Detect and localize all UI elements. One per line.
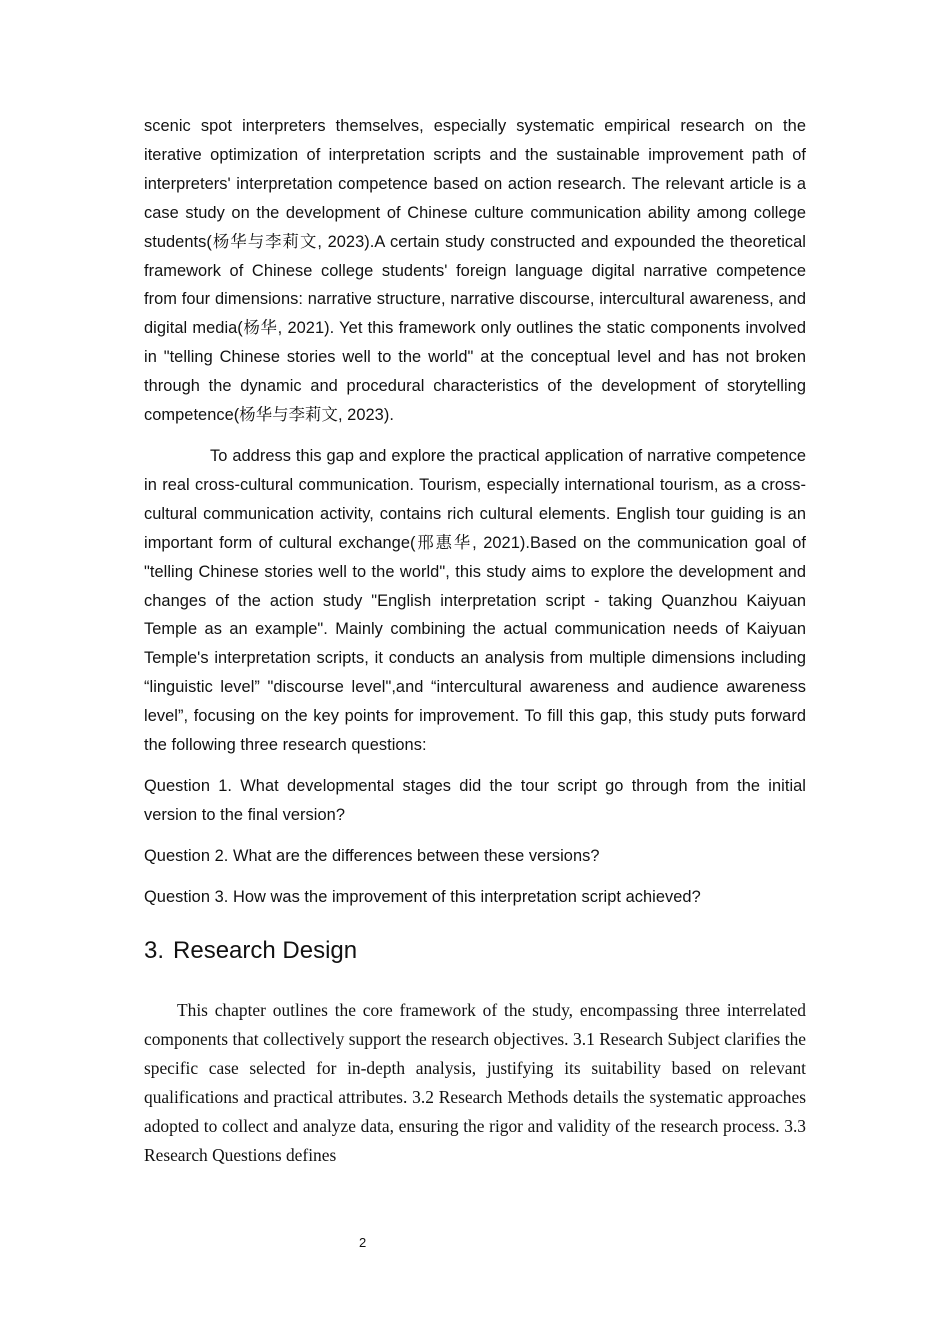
page-number: 2: [359, 1235, 367, 1250]
document-page: [144, 112, 806, 1170]
research-question-3: Question 3. How was the improvement of this interpretation script achieved?: [144, 887, 701, 906]
section-number: 3.: [144, 936, 165, 964]
body-paragraph-2: To address this gap and explore the practical application of narrative competence in real cross-cultural communication. Tourism, especially international tourism, as a cross-cultural communication activity, contains rich cultural elements. English tour guiding is an important form of cultural exchange(邢惠华, 2021).Based on the communication goal of "telling Chinese stories well to the world", this study aims to explore the development and changes of the action study "English interpretation script - taking Quanzhou Kaiyuan Temple as an example". Mainly combining the actual communication needs of Kaiyuan Temple's interpretation scripts, it conducts an analysis from multiple dimensions including “linguistic level” "discourse level",and “intercultural awareness and audience awareness level”, focusing on the key points for improvement. To fill this gap, this study puts forward the following three research questions:: [144, 446, 806, 755]
section-intro-paragraph: This chapter outlines the core framework of the study, encompassing three interrelated components that collectively support the research objectives. 3.1 Research Subject clarifies the specific case selected for in-depth analysis, justifying its suitability based on relevant qualifications and practical attributes. 3.2 Research Methods details the systematic approaches adopted to collect and analyze data, ensuring the rigor and validity of the research process. 3.3 Research Questions defines: [144, 999, 806, 1165]
section-heading: [144, 936, 806, 966]
body-paragraph-1: scenic spot interpreters themselves, especially systematic empirical research on the iterative optimization of interpretation scripts and the sustainable improvement path of interpreters' interpretation competence based on action research. The relevant article is a case study on the development of Chinese culture communication ability among college students(杨华与李莉文, 2023).A certain study constructed and expounded the theoretical framework of Chinese college students' foreign language digital narrative competence from four dimensions: narrative structure, narrative discourse, intercultural awareness, and digital media(杨华, 2021). Yet this framework only outlines the static components involved in "telling Chinese stories well to the world" at the conceptual level and has not broken through the dynamic and procedural characteristics of the development of storytelling competence(杨华与李莉文, 2023).: [144, 117, 806, 425]
section-title: Research Design: [173, 936, 358, 964]
research-question-2: Question 2. What are the differences between these versions?: [144, 846, 600, 865]
research-question-1: Question 1. What developmental stages did the tour script go through from the initial version to the final version?: [144, 776, 806, 824]
